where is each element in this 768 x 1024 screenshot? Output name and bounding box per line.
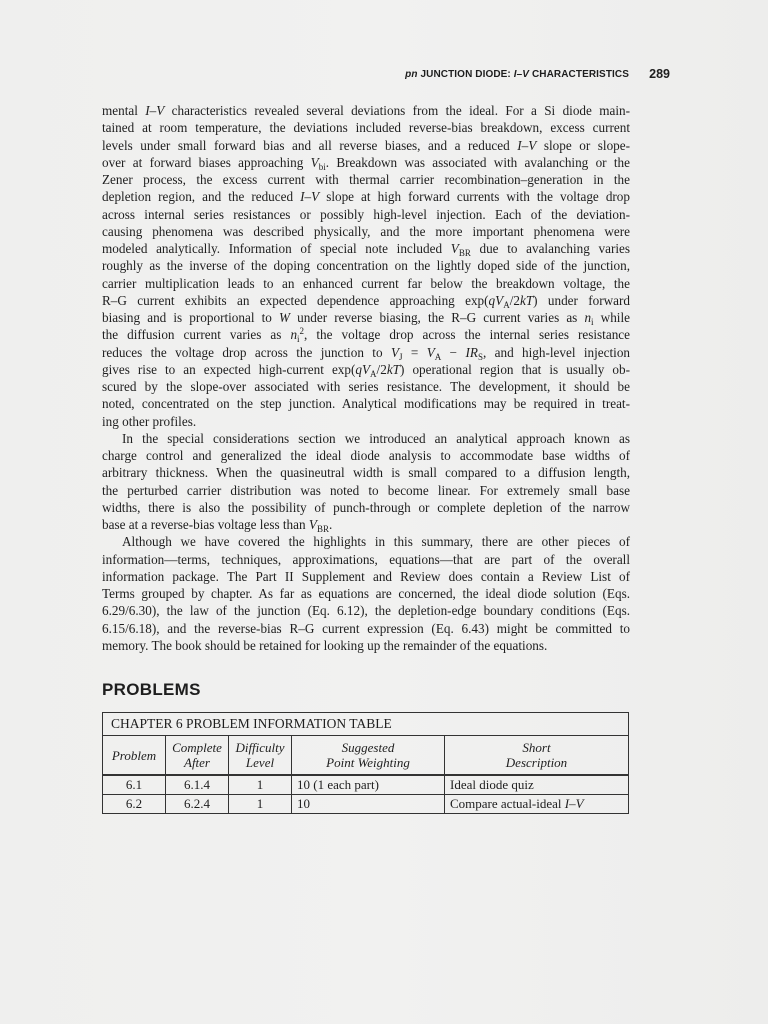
cell-level: 1 (229, 795, 292, 814)
text-line: memory. The book should be retained for looking up the remainder of the equations. (102, 637, 548, 653)
text-line: carrier multiplication leads to an enhanced current far below the breakdown voltage, the (102, 275, 630, 291)
running-head-suffix: CHARACTERISTICS (529, 69, 629, 80)
text-line: arbitrary thickness. When the quasineutral width is small compared to a diffusion length, (102, 465, 630, 481)
col-header-description: Short Description (445, 736, 629, 776)
text-line: Although we have covered the highlights in this summary, there are other pieces of (122, 534, 630, 550)
cell-after: 6.2.4 (166, 795, 229, 814)
text-line: widths, there is also the possibility of punch-through or complete depletion of the narrow (102, 499, 630, 515)
cell-after: 6.1.4 (166, 775, 229, 795)
text-line: over at forward biases approaching $V_{bi}$. Breakdown was associated with avalanching or the (102, 154, 630, 172)
table-row (103, 775, 629, 795)
text-line: modeled analytically. Information of special note included $V_{BR}$ due to avalanching varies (102, 241, 630, 258)
text-line: the perturbed carrier distribution was noted to become linear. For extremely small base (102, 482, 630, 498)
text-line: information—terms, techniques, approximations, equations—that are part of the overall (102, 551, 630, 567)
text-line: the diffusion current varies as $n_i^2$, the voltage drop across the internal series resistance (102, 326, 630, 345)
text-line: 6.29/6.30), the law of the junction (Eq. 6.12), the depletion-edge boundary conditions (Eqs. (102, 603, 630, 619)
table-caption: CHAPTER 6 PROBLEM INFORMATION TABLE (103, 713, 629, 736)
table-caption-row (103, 713, 629, 736)
text-line: charge control and generalized the ideal diode analysis to accommodate base widths of (102, 448, 630, 463)
text-line: tained at room temperature, the deviations included reverse-bias breakdown, excess current (102, 120, 630, 136)
problems-heading: PROBLEMS (102, 680, 201, 699)
running-head (395, 69, 629, 80)
col-header-complete-after: Complete After (166, 736, 229, 776)
problem-information-table (102, 712, 629, 814)
text-line: In the special considerations section we introduced an analytical approach known as (122, 430, 630, 446)
cell-problem: 6.1 (103, 775, 166, 795)
text-line: biasing and is proportional to W under reverse biasing, the R–G current varies as $n_i$ while (102, 310, 630, 327)
cell-points: 10 (292, 795, 445, 814)
text-line: Terms grouped by chapter. As far as equations are concerned, the ideal diode solution (Eqs. (102, 586, 630, 601)
text-line: causing phenomena was described physically, and the more important phenomena were (102, 223, 630, 239)
cell-problem: 6.2 (103, 795, 166, 814)
text-line: R–G current exhibits an expected dependence approaching $\exp(qV_A/2kT)$ under forward (102, 292, 630, 310)
cell-points: 10 (1 each part) (292, 775, 445, 795)
text-line: scured by the slope-over associated with series resistance. The development, it should be (102, 379, 630, 394)
text-line: base at a reverse-bias voltage less than $V_{BR}$. (102, 517, 333, 534)
summary-paragraph-1 (102, 102, 630, 430)
table-header-row (103, 736, 629, 776)
text-line: levels under small forward bias and all reverse biases, and a reduced I–V slope or slope- (102, 137, 631, 153)
text-line: roughly as the inverse of the doping concentration on the lightly doped side of the junction, (102, 258, 630, 274)
cell-description: Ideal diode quiz (445, 775, 629, 795)
text-line: gives rise to an expected high-current $\exp(qV_A/2kT)$ operational region that is usually ob- (102, 361, 630, 379)
text-line: across internal series resistances or possibly high-level injection. Each of the deviation- (102, 206, 630, 222)
col-header-point-weighting: Suggested Point Weighting (292, 736, 445, 776)
cell-level: 1 (229, 775, 292, 795)
text-line: 6.15/6.18), and the reverse-bias R–G current expression (Eq. 6.43) might be committed to (102, 620, 630, 636)
text-line: reduces the voltage drop across the junction to $V_J = V_A - IR_S$, and high-level injection (102, 344, 631, 362)
running-head-iv: I–V (513, 69, 530, 80)
table-row (103, 795, 629, 814)
running-head-mid: JUNCTION DIODE: (417, 69, 514, 80)
text-line: Zener process, the excess current with thermal carrier recombination–generation in the (102, 172, 630, 187)
text-line: ing other profiles. (102, 413, 197, 429)
col-header-difficulty-level: Difficulty Level (229, 736, 292, 776)
text-line: mental I–V characteristics revealed several deviations from the ideal. For a Si diode main- (102, 103, 630, 118)
text-line: noted, concentrated on the step junction. Analytical modifications may be required in treat- (102, 396, 630, 412)
text-line: information package. The Part II Supplement and Review does contain a Review List of (102, 568, 630, 584)
running-head-pn: pn (405, 69, 418, 80)
summary-paragraph-2 (102, 430, 630, 534)
cell-description: Compare actual-ideal I–V (445, 795, 629, 814)
col-header-problem: Problem (103, 736, 166, 776)
summary-body (102, 102, 630, 654)
summary-paragraph-3 (102, 533, 630, 654)
page-number: 289 (649, 67, 670, 81)
text-line: depletion region, and the reduced I–V slope at high forward currents with the voltage drop (102, 189, 630, 205)
